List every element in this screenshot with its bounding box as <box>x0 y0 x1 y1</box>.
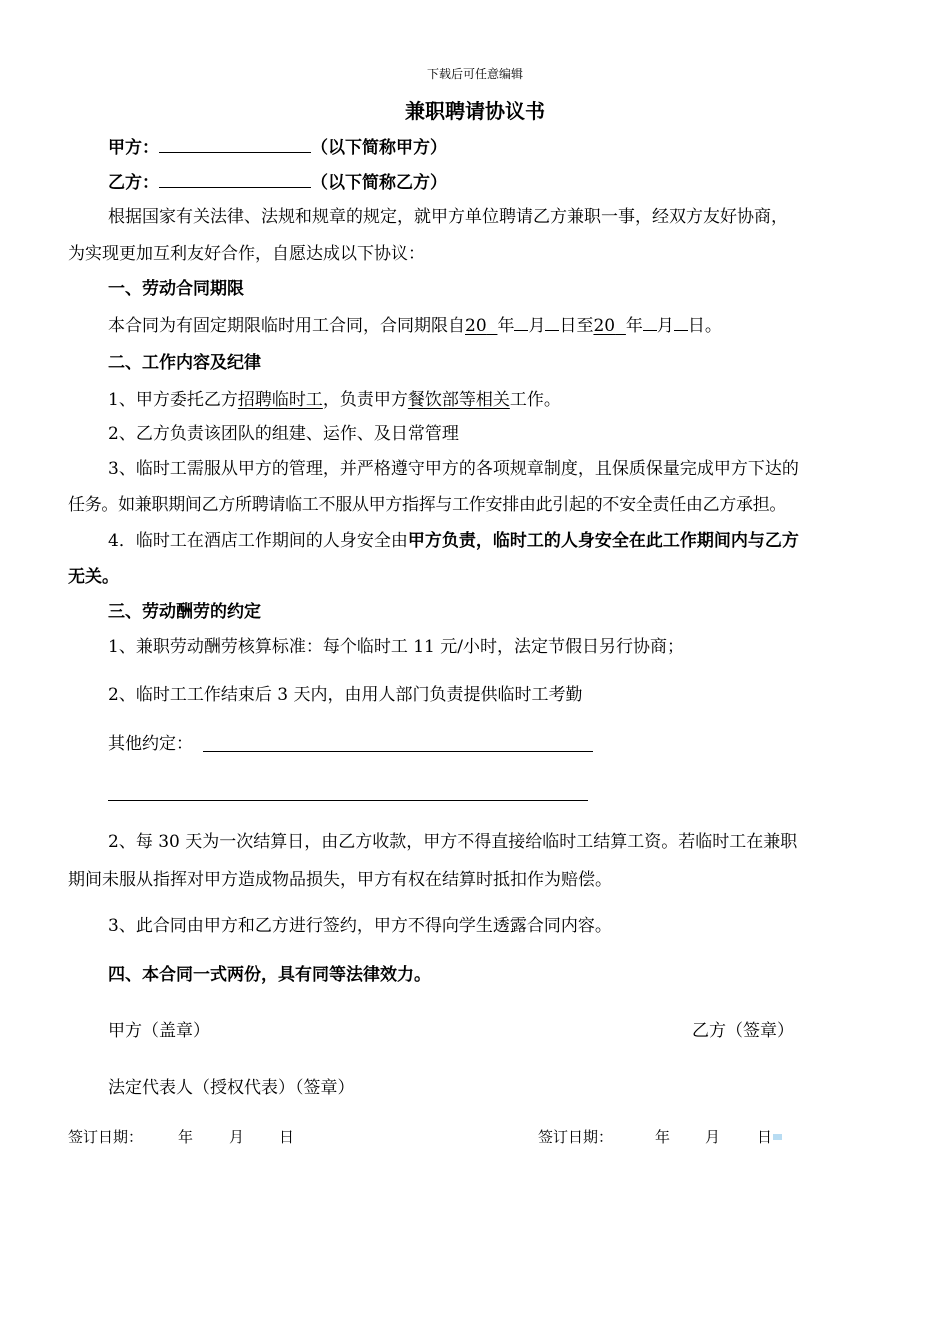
term-month-label-2: 月 <box>656 316 674 336</box>
other-terms-label: 其他约定： <box>108 734 193 754</box>
work-item-2: 2、乙方负责该团队的组建、运作、及日常管理 <box>108 424 459 444</box>
text-cursor-highlight <box>773 1134 782 1140</box>
work-item-4-bold-1: 甲方负责，临时工的人身安全在此工作期间内与乙方 <box>407 531 799 551</box>
work-item-1-underlined-2: 餐饮部等相关 <box>407 390 510 410</box>
party-b-label: 乙方： <box>108 173 159 193</box>
term-month-blank-1[interactable] <box>514 314 528 331</box>
term-year-label-2: 年 <box>625 316 643 336</box>
party-a-seal: 甲方（盖章） <box>108 1021 210 1041</box>
intro-line-1: 根据国家有关法律、法规和规章的规定，就甲方单位聘请乙方兼职一事，经双方友好协商， <box>108 207 788 227</box>
party-b-line <box>108 171 447 194</box>
work-item-1 <box>108 389 561 411</box>
party-b-date-month: 月 <box>705 1128 721 1146</box>
party-a-suffix: （以下简称甲方） <box>311 138 447 158</box>
document-title: 兼职聘请协议书 <box>405 99 545 123</box>
section3-heading: 三、劳动酬劳的约定 <box>108 602 261 622</box>
work-item-1-text-c: 工作。 <box>509 390 561 410</box>
section2-heading: 二、工作内容及纪律 <box>108 353 261 373</box>
other-terms-blank-1[interactable] <box>203 751 593 752</box>
term-day-blank-1[interactable] <box>545 314 559 331</box>
party-b-suffix: （以下简称乙方） <box>311 173 447 193</box>
party-b-date-day: 日 <box>757 1128 773 1146</box>
work-item-1-text-a: 1、甲方委托乙方 <box>108 390 238 410</box>
term-year-label-1: 年 <box>497 316 515 336</box>
settlement-line-2: 期间未服从指挥对甲方造成物品损失，甲方有权在结算时抵扣作为赔偿。 <box>68 870 612 890</box>
work-item-1-underlined-1: 招聘临时工 <box>237 390 323 410</box>
work-item-3-line-2: 任务。如兼职期间乙方所聘请临工不服从甲方指挥与工作安排由此引起的不安全责任由乙方承担。 <box>68 495 787 515</box>
party-a-date-month: 月 <box>229 1128 245 1146</box>
party-b-date-year: 年 <box>655 1128 671 1146</box>
term-month-label-1: 月 <box>528 316 546 336</box>
work-item-4-line-2: 无关。 <box>68 567 119 587</box>
term-day-label-1: 日至 <box>559 316 594 336</box>
work-item-1-text-b: ，负责甲方 <box>322 390 408 410</box>
header-note: 下载后可任意编辑 <box>426 67 523 81</box>
party-b-seal: 乙方（签章） <box>692 1021 794 1041</box>
contract-term-line <box>108 314 722 337</box>
term-day-blank-2[interactable] <box>674 314 688 331</box>
party-a-date-day: 日 <box>279 1128 295 1146</box>
party-a-line <box>108 136 447 159</box>
party-a-label: 甲方： <box>108 138 159 158</box>
term-year-1: 20 <box>465 316 487 336</box>
term-year-2: 20 <box>593 316 616 336</box>
party-a-blank[interactable] <box>159 136 311 153</box>
term-text-a: 本合同为有固定期限临时用工合同，合同期限自 <box>108 316 465 336</box>
party-a-date-year: 年 <box>178 1128 194 1146</box>
term-day-label-2: 日。 <box>687 316 722 336</box>
party-b-date-label: 签订日期： <box>538 1128 614 1146</box>
work-item-4-line-1 <box>108 530 799 552</box>
section1-heading: 一、劳动合同期限 <box>108 279 244 299</box>
work-item-4-text: 4．临时工在酒店工作期间的人身安全由 <box>108 531 408 551</box>
intro-line-2: 为实现更加互利友好合作，自愿达成以下协议： <box>68 244 425 264</box>
pay-item-2: 2、临时工工作结束后 3 天内，由用人部门负责提供临时工考勤 <box>108 685 583 705</box>
party-b-blank[interactable] <box>159 171 311 188</box>
other-terms-blank-2[interactable] <box>108 800 588 801</box>
legal-representative: 法定代表人（授权代表）（签章） <box>108 1078 355 1098</box>
section4-heading: 四、本合同一式两份，具有同等法律效力。 <box>108 965 431 985</box>
settlement-line-1: 2、每 30 天为一次结算日，由乙方收款，甲方不得直接给临时工结算工资。若临时工在兼职 <box>108 832 798 852</box>
pay-item-3: 3、此合同由甲方和乙方进行签约，甲方不得向学生透露合同内容。 <box>108 916 612 936</box>
party-a-date-label: 签订日期： <box>68 1128 144 1146</box>
pay-item-1: 1、兼职劳动酬劳核算标准：每个临时工 11 元/小时，法定节假日另行协商； <box>108 637 684 657</box>
term-month-blank-2[interactable] <box>643 314 657 331</box>
work-item-3-line-1: 3、临时工需服从甲方的管理，并严格遵守甲方的各项规章制度，且保质保量完成甲方下达的 <box>108 459 799 479</box>
